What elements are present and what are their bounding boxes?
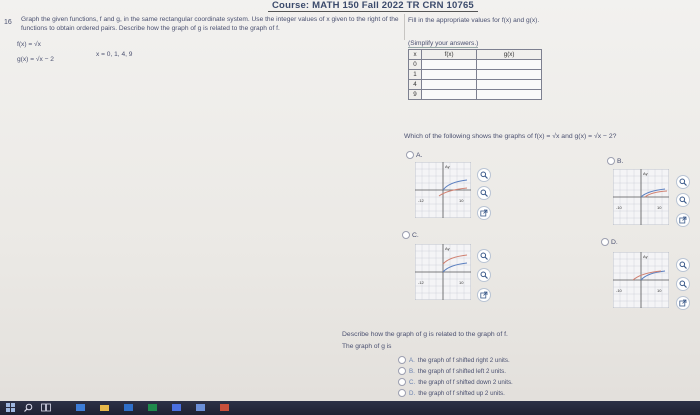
app-icon[interactable]: [122, 403, 134, 412]
fx-input[interactable]: [422, 60, 477, 70]
magnify-plus-icon[interactable]: [676, 258, 690, 272]
graph-d: [613, 252, 669, 313]
x-values: x = 0, 1, 4, 9: [96, 51, 133, 58]
describe-letter: C.: [409, 378, 416, 386]
app-icon[interactable]: [170, 403, 182, 412]
axis-label: 10: [459, 198, 464, 203]
describe-prompt: Describe how the graph of g is related to the graph of f.: [342, 331, 508, 338]
windows-start-icon[interactable]: [4, 403, 16, 412]
graph-option-c[interactable]: [402, 231, 419, 239]
axis-label: Ay: [445, 164, 450, 169]
fx-input[interactable]: [422, 80, 477, 90]
axis-label: -10: [616, 205, 622, 210]
describe-text: the graph of f shifted up 2 units.: [418, 389, 505, 397]
table-row: [409, 70, 542, 80]
app-icon[interactable]: [146, 403, 158, 412]
graph-question: Which of the following shows the graphs of f(x) = √x and g(x) = √x − 2?: [404, 133, 617, 140]
option-c-label: C.: [412, 231, 419, 239]
fill-instruction: Fill in the appropriate values for f(x) and g(x).: [408, 17, 540, 24]
gx-input[interactable]: [477, 70, 542, 80]
fx-input[interactable]: [422, 90, 477, 100]
option-d-label: D.: [611, 238, 618, 246]
graph-option-b[interactable]: [607, 157, 623, 165]
graph-option-d[interactable]: [601, 238, 618, 246]
option-a-label: A.: [416, 151, 423, 159]
describe-option-d[interactable]: [398, 389, 505, 397]
describe-text: the graph of f shifted right 2 units.: [417, 356, 510, 364]
app-icon[interactable]: [218, 403, 230, 412]
describe-letter: B.: [409, 367, 415, 375]
table-header-row: [409, 50, 542, 60]
graph-c-svg: [415, 244, 471, 300]
external-link-icon[interactable]: [477, 288, 491, 302]
external-link-icon[interactable]: [676, 296, 690, 310]
describe-text: the graph of f shifted left 2 units.: [417, 367, 506, 375]
magnify-minus-icon[interactable]: [477, 186, 491, 200]
question-text: Graph the given functions, f and g, in the same rectangular coordinate system. Use the integer values of x given to the right of the functions to obtain ordered pairs. Describe how the graph of g is related to the graph of f.: [21, 16, 399, 32]
simplify-note: (Simplify your answers.): [408, 40, 479, 47]
app-icon[interactable]: [194, 403, 206, 412]
radio-d[interactable]: [601, 238, 609, 246]
axis-label: 10: [459, 280, 464, 285]
x-cell: 1: [409, 70, 422, 80]
function-f: f(x) = √x: [17, 41, 41, 48]
external-link-icon[interactable]: [477, 206, 491, 220]
axis-label: Ay: [643, 171, 648, 176]
search-icon[interactable]: [22, 403, 34, 412]
app-icon[interactable]: [74, 403, 86, 412]
describe-lead: The graph of g is: [342, 343, 392, 350]
radio-b[interactable]: [607, 157, 615, 165]
axis-label: -12: [418, 198, 424, 203]
external-link-icon[interactable]: [676, 213, 690, 227]
describe-letter: A.: [409, 356, 415, 364]
graph-a: [415, 162, 471, 223]
axis-label: -12: [418, 280, 424, 285]
question-number: 16: [4, 19, 12, 26]
gx-input[interactable]: [477, 90, 542, 100]
describe-option-b[interactable]: [398, 367, 506, 375]
radio-describe-d[interactable]: [398, 389, 406, 397]
gx-input[interactable]: [477, 60, 542, 70]
graph-option-a[interactable]: [406, 151, 422, 159]
radio-describe-a[interactable]: [398, 356, 406, 364]
magnify-minus-icon[interactable]: [477, 268, 491, 282]
course-title: Course: MATH 150 Fall 2022 TR CRN 10765: [268, 0, 478, 12]
header-x: x: [409, 50, 422, 60]
radio-describe-c[interactable]: [398, 378, 406, 386]
x-cell: 9: [409, 90, 422, 100]
graph-b-svg: [613, 169, 669, 225]
header-gx: g(x): [477, 50, 542, 60]
header-fx: f(x): [422, 50, 477, 60]
magnify-plus-icon[interactable]: [676, 175, 690, 189]
magnify-minus-icon[interactable]: [676, 277, 690, 291]
describe-letter: D.: [409, 389, 416, 397]
function-g: g(x) = √x − 2: [17, 56, 54, 63]
radio-a[interactable]: [406, 151, 414, 159]
describe-text: the graph of f shifted down 2 units.: [418, 378, 513, 386]
radio-describe-b[interactable]: [398, 367, 406, 375]
axis-label: -10: [616, 288, 622, 293]
x-cell: 4: [409, 80, 422, 90]
file-explorer-icon[interactable]: [98, 403, 110, 412]
values-table: [408, 49, 542, 100]
magnify-minus-icon[interactable]: [676, 193, 690, 207]
axis-label: 10: [657, 205, 662, 210]
graph-d-svg: [613, 252, 669, 308]
table-row: [409, 80, 542, 90]
table-row: [409, 90, 542, 100]
describe-option-a[interactable]: [398, 356, 510, 364]
axis-label: Ay: [445, 246, 450, 251]
axis-label: 10: [657, 288, 662, 293]
fx-input[interactable]: [422, 70, 477, 80]
magnify-plus-icon[interactable]: [477, 249, 491, 263]
graph-b: [613, 169, 669, 230]
task-view-icon[interactable]: [40, 403, 52, 412]
x-cell: 0: [409, 60, 422, 70]
option-b-label: B.: [617, 157, 624, 165]
magnify-plus-icon[interactable]: [477, 168, 491, 182]
radio-c[interactable]: [402, 231, 410, 239]
gx-input[interactable]: [477, 80, 542, 90]
graph-a-svg: [415, 162, 471, 218]
axis-label: Ay: [643, 254, 648, 259]
describe-option-c[interactable]: [398, 378, 513, 386]
column-divider: [404, 14, 405, 40]
table-row: [409, 60, 542, 70]
graph-c: [415, 244, 471, 305]
